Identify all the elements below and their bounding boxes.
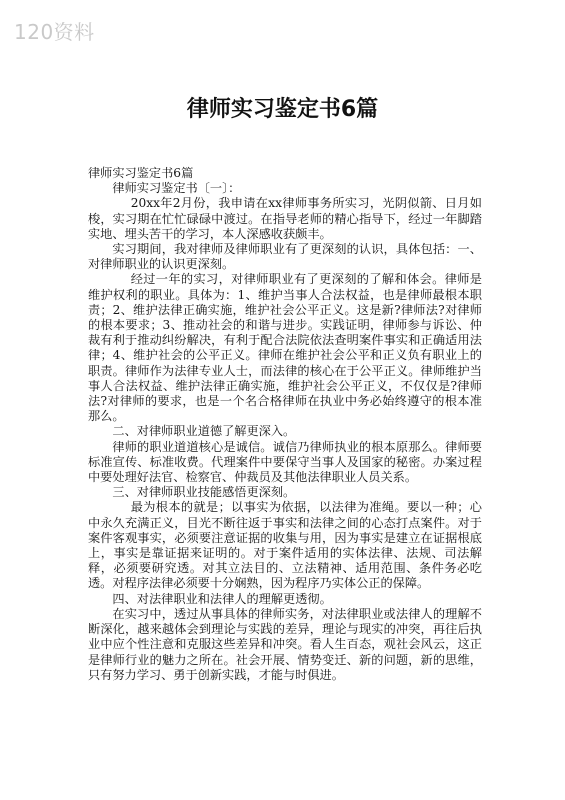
- paragraph: 在实习中，透过从事具体的律师实务，对法律职业或法律人的理解不断深化，越来越体会到理论与实践的差异，理论与现实的冲突，再往后执业中应个性注意和克服这些差异和冲突。看人生百态，观社会风云，这正是律师行业的魅力之所在。社会开展、情势变迁、新的问题，新的思维，只有努力学习、勇于创新实践，才能与时俱进。: [88, 606, 482, 682]
- watermark: 120资料: [14, 20, 95, 44]
- section-heading: 二、对律师职业道德了解更深入。: [112, 424, 296, 439]
- paragraph: 最为根本的就是；以事实为依据，以法律为准绳。要以一种；心中永久充满正义，目光不断往返于事实和法律之间的心态打点案件。对于案件客观事实，必须要注意证据的收集与用，因为事实是建立在证据根底上，事实是靠证据来证明的。对于案件适用的实体法律、法规、司法解释，必须要研究透。对其立法目的、立法精神、适用范围、条件务必吃透。对程序法律必须要十分娴熟，因为程序乃实体公正的保障。: [88, 500, 482, 591]
- document-title: 律师实习鉴定书6篇: [186, 97, 379, 122]
- paragraph: 经过一年的实习，对律师职业有了更深刻的了解和体会。律师是维护权利的职业。具体为：1、维护当事人合法权益，也是律师最根本职责；2、维护法律正确实施，维护社会公平正义。这是新?律师法?对律师的根本要求；3、推动社会的和谐与进步。实践证明，律师参与诉讼、仲裁有利于推动纠纷解决，有利于配合法院依法查明案件事实和正确适用法律；4、维护社会的公平正义。律师在维护社会公平和正义负有职业上的职责。律师作为法律专业人士，而法律的核心在于公平正义。律师维护当事人合法权益、维护法律正确实施，维护社会公平正义，不仅仅是?律师法?对律师的要求，也是一个名合格律师在执业中务必始终遵守的根本准那么。: [88, 272, 482, 424]
- paragraph: 律师的职业道道核心是诚信。诚信乃律师执业的根本原那么。律师要标准宣传、标准收费。代理案件中要保守当事人及国家的秘密。办案过程中要处理好法官、检察官、仲裁员及其他法律职业人员关系。: [88, 439, 482, 485]
- section-heading: 三、对律师职业技能感悟更深刻。: [112, 485, 296, 500]
- paragraph: 20xx年2月份，我申请在xx律师事务所实习，光阴似箭、日月如梭，实习期在忙忙碌碌中渡过。在指导老师的精心指导下，经过一年脚踏实地、埋头苦干的学习，本人深感收获颇丰。: [88, 196, 482, 241]
- document-body: [88, 166, 482, 683]
- paragraph: 实习期间，我对律师及律师职业有了更深刻的认识，具体包括：一、对律师职业的认识更深刻。: [88, 242, 482, 272]
- body-lead-title: 律师实习鉴定书6篇: [88, 166, 194, 180]
- paragraph: 律师实习鉴定书〔一〕：: [112, 181, 241, 196]
- section-heading: 四、对法律职业和法律人的理解更透彻。: [112, 591, 332, 606]
